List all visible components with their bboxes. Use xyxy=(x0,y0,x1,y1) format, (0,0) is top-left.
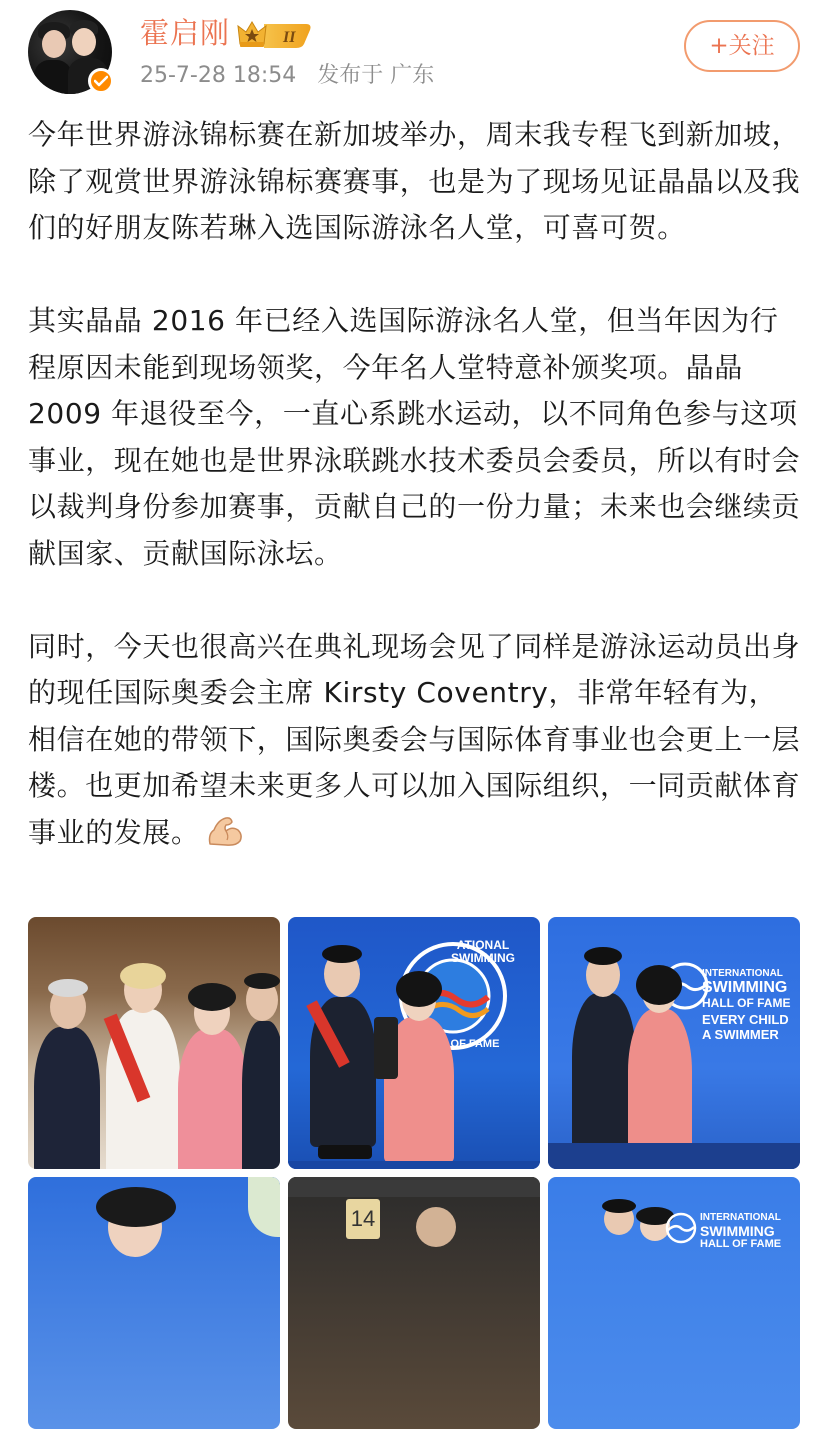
photo-3-logo-line-2: SWIMMING xyxy=(702,979,788,996)
photo-2-logo-text-top: ATIONAL SWIMMING xyxy=(451,938,515,965)
photo-3-logo-line-3: HALL OF FAME xyxy=(702,996,791,1010)
flexed-biceps-icon xyxy=(206,814,244,848)
photo-6-logo-line-1: INTERNATIONAL xyxy=(700,1212,781,1223)
avatar-figure-left xyxy=(34,60,72,94)
photo-6-logo-line-3: HALL OF FAME xyxy=(700,1238,782,1250)
verified-badge-icon xyxy=(88,68,114,94)
post-header xyxy=(0,0,828,108)
post-content xyxy=(28,112,804,856)
photo-3[interactable] xyxy=(548,917,800,1169)
photo-2-logo-text-bottom: OF FAME xyxy=(450,1038,500,1050)
vip-crown-icon[interactable] xyxy=(236,18,314,50)
post-meta xyxy=(140,60,434,92)
photo-5[interactable] xyxy=(288,1177,540,1429)
photo-6[interactable] xyxy=(548,1177,800,1429)
photo-3-logo-line-1: INTERNATIONAL xyxy=(702,968,783,979)
avatar-face-right xyxy=(72,28,96,56)
vip-level-text: II xyxy=(283,29,296,46)
post-location: 发布于 广东 xyxy=(317,63,435,88)
photo-4[interactable] xyxy=(28,1177,280,1429)
post-paragraph-2: 其实晶晶 2016 年已经入选国际游泳名人堂，但当年因为行程原因未能到现场领奖，今年名人堂特意补颁奖项。晶晶 2009 年退役至今，一直心系跳水运动，以不同角色参与这项事业，现在她也是世界泳联跳水技术委员会委员，所以有时会以裁判身份参加赛事，贡献自己的一份力量；未来也会继续贡献国家、贡献国际泳坛。 xyxy=(28,304,801,570)
photo-3-logo-line-5: A SWIMMER xyxy=(702,1027,779,1042)
avatar-face-left xyxy=(42,30,66,58)
follow-button[interactable]: +关注 xyxy=(684,20,800,72)
photo-1[interactable] xyxy=(28,917,280,1169)
photo-5-sign: 14 xyxy=(346,1199,380,1239)
post-paragraph-1: 今年世界游泳锦标赛在新加坡举办，周末我专程飞到新加坡，除了观赏世界游泳锦标赛赛事，也是为了现场见证晶晶以及我们的好朋友陈若琳入选国际游泳名人堂，可喜可贺。 xyxy=(28,118,801,244)
post-timestamp: 25-7-28 18:54 xyxy=(140,63,297,88)
photo-3-logo-line-4: EVERY CHILD xyxy=(702,1012,789,1027)
post-paragraph-3-text: 同时，今天也很高兴在典礼现场会见了同样是游泳运动员出身的现任国际奥委会主席 Kirsty Coventry，非常年轻有为，相信在她的带领下，国际奥委会与国际体育事业也会更上一层楼。也更加希望未来更多人可以加入国际组织，一同贡献体育事业的发展。 xyxy=(28,629,801,849)
photo-6-logo-line-2: SWIMMING xyxy=(700,1223,775,1239)
username[interactable]: 霍启刚 xyxy=(140,16,231,50)
photo-2[interactable] xyxy=(288,917,540,1169)
post-paragraph-3 xyxy=(28,624,804,857)
